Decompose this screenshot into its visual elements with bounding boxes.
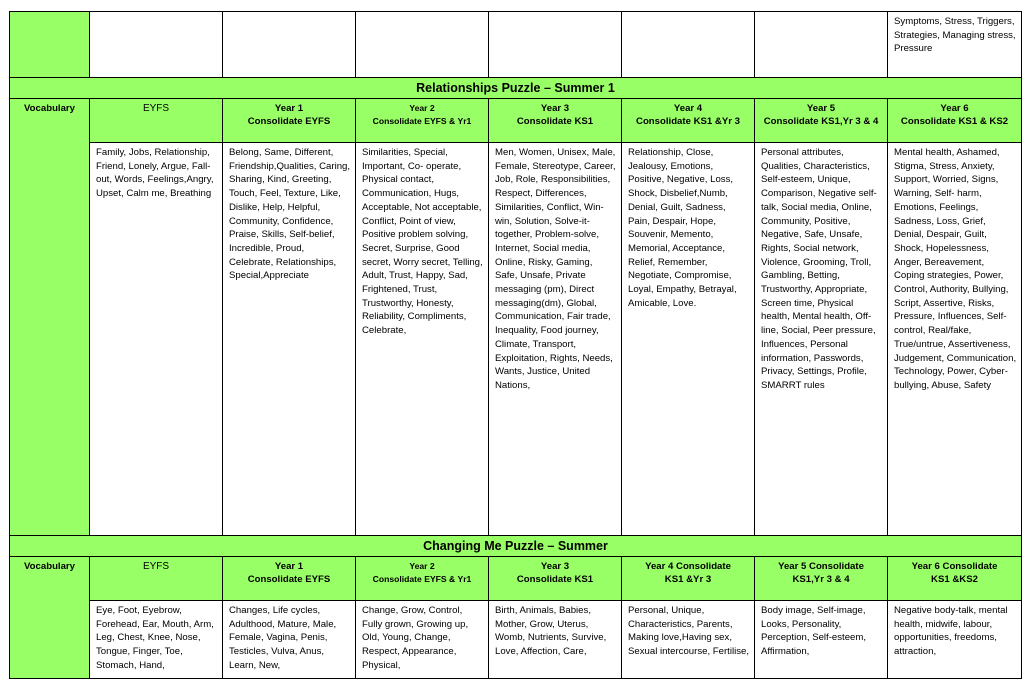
year-header-1: Year 1 Consolidate EYFS <box>223 99 356 143</box>
section-title: Changing Me Puzzle – Summer <box>10 536 1022 557</box>
vocab-cell-year2: Change, Grow, Control, Fully grown, Growing up, Old, Young, Change, Respect, Appearance, Physical, <box>356 601 489 679</box>
year-header-3: Year 3 Consolidate KS1 <box>489 557 622 601</box>
year-header-2: Year 2 Consolidate EYFS & Yr1 <box>356 99 489 143</box>
vocab-cell <box>755 12 888 78</box>
section-title: Relationships Puzzle – Summer 1 <box>10 78 1022 99</box>
vocab-cell-year1: Belong, Same, Different, Friendship,Qualities, Caring, Sharing, Kind, Greeting, Touch, Feel, Texture, Like, Dislike, Help, Helpful, Community, Confidence, Praise, Skills, Self-belief, Incredible, Proud, Celebrate, Relationships, Special,Appreciate <box>223 143 356 536</box>
vocab-cell-year6: Negative body-talk, mental health, midwife, labour, opportunities, freedoms, attraction, <box>888 601 1022 679</box>
row-label-cell <box>10 12 90 78</box>
vocab-cell-year5: Body image, Self-image, Looks, Personality, Perception, Self-esteem, Affirmation, <box>755 601 888 679</box>
vocab-text: Symptoms, Stress, Triggers, Strategies, Managing stress, Pressure <box>894 16 1016 55</box>
year-header-2: Year 2 Consolidate EYFS & Yr1 <box>356 557 489 601</box>
year-header-4: Year 4 Consolidate KS1 &Yr 3 <box>622 557 755 601</box>
year-header-5: Year 5 Consolidate KS1,Yr 3 & 4 <box>755 99 888 143</box>
vocab-cell-eyfs: Family, Jobs, Relationship, Friend, Lonely, Argue, Fall- out, Words, Feelings,Angry, Upset, Calm me, Breathing <box>90 143 223 536</box>
section-title-row <box>10 78 1022 99</box>
previous-puzzle-row <box>10 12 1022 78</box>
row-label: Vocabulary <box>10 99 90 536</box>
vocab-row <box>10 601 1022 679</box>
year-header-6: Year 6 Consolidate KS1 & KS2 <box>888 99 1022 143</box>
vocab-row <box>10 143 1022 536</box>
section-title-row <box>10 536 1022 557</box>
year-header-eyfs: EYFS <box>90 557 223 601</box>
year-header-eyfs: EYFS <box>90 99 223 143</box>
vocab-cell <box>888 12 1022 78</box>
vocab-cell-year3: Birth, Animals, Babies, Mother, Grow, Uterus, Womb, Nutrients, Survive, Love, Affection, Care, <box>489 601 622 679</box>
vocab-cell <box>90 12 223 78</box>
year-header-row <box>10 99 1022 143</box>
year-header-3: Year 3 Consolidate KS1 <box>489 99 622 143</box>
vocab-cell-year5: Personal attributes, Qualities, Characteristics, Self-esteem, Unique, Comparison, Negative self-talk, Social media, Online, Community, Positive, Negative, Safe, Unsafe, Rights, Social network, Violence, Grooming, Troll, Gambling, Betting, Trustworthy, Appropriate, Screen time, Physical health, Mental health, Off- line, Social, Peer pressure, Influences, Personal information, Passwords, Privacy, Settings, Profile, SMARRT rules <box>755 143 888 536</box>
year-header-4: Year 4 Consolidate KS1 &Yr 3 <box>622 99 755 143</box>
vocab-cell-year3: Men, Women, Unisex, Male, Female, Stereotype, Career, Job, Role, Responsibilities, Respect, Differences, Similarities, Conflict, Win-win, Solution, Solve-it-together, Problem-solve, Internet, Social media, Online, Risky, Gaming, Safe, Unsafe, Private messaging (pm), Direct messaging(dm), Global, Communication, Fair trade, Inequality, Food journey, Climate, Transport, Exploitation, Rights, Needs, Wants, Justice, United Nations, <box>489 143 622 536</box>
vocab-cell <box>356 12 489 78</box>
vocab-cell <box>622 12 755 78</box>
vocab-cell-year4: Relationship, Close, Jealousy, Emotions, Positive, Negative, Loss, Shock, Disbelief,Numb, Denial, Guilt, Sadness, Pain, Despair, Hope, Souvenir, Memento, Memorial, Acceptance, Relief, Remember, Negotiate, Compromise, Loyal, Empathy, Betrayal, Amicable, Love. <box>622 143 755 536</box>
year-header-1: Year 1 Consolidate EYFS <box>223 557 356 601</box>
year-header-row <box>10 557 1022 601</box>
vocab-cell-year1: Changes, Life cycles, Adulthood, Mature, Male, Female, Vagina, Penis, Testicles, Vulva, Anus, Learn, New, <box>223 601 356 679</box>
vocab-cell-year4: Personal, Unique, Characteristics, Parents, Making love,Having sex, Sexual intercourse, Fertilise, <box>622 601 755 679</box>
vocab-cell <box>223 12 356 78</box>
curriculum-vocabulary-table <box>9 11 1021 679</box>
vocab-cell-eyfs: Eye, Foot, Eyebrow, Forehead, Ear, Mouth, Arm, Leg, Chest, Knee, Nose, Tongue, Finger, Toe, Stomach, Hand, <box>90 601 223 679</box>
vocab-cell-year6: Mental health, Ashamed, Stigma, Stress, Anxiety, Support, Worried, Signs, Warning, Self- harm, Emotions, Feelings, Sadness, Loss, Grief, Denial, Despair, Guilt, Shock, Hopelessness, Anger, Bereavement, Coping strategies, Power, Control, Authority, Bullying, Script, Assertive, Risks, Pressure, Influences, Self-control, Real/fake, True/untrue, Assertiveness, Judgement, Communication, Technology, Power, Cyber-bullying, Abuse, Safety <box>888 143 1022 536</box>
vocab-cell-year2: Similarities, Special, Important, Co- operate, Physical contact, Communication, Hugs, Acceptable, Not acceptable, Conflict, Point of view, Positive problem solving, Secret, Surprise, Good secret, Worry secret, Telling, Adult, Trust, Happy, Sad, Frightened, Trust, Trustworthy, Honesty, Reliability, Compliments, Celebrate, <box>356 143 489 536</box>
row-label: Vocabulary <box>10 557 90 679</box>
year-header-6: Year 6 Consolidate KS1 &KS2 <box>888 557 1022 601</box>
year-header-5: Year 5 Consolidate KS1,Yr 3 & 4 <box>755 557 888 601</box>
vocab-cell <box>489 12 622 78</box>
